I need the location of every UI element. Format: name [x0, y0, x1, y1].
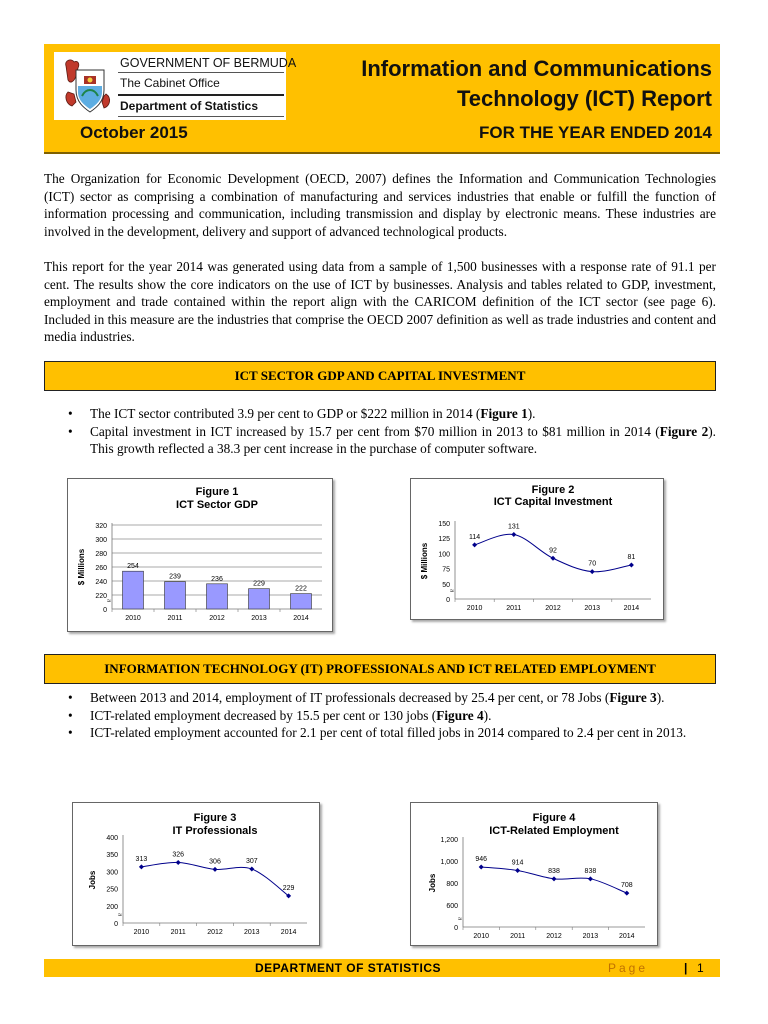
bar: [249, 589, 270, 609]
x-tick-label: 2014: [293, 615, 309, 622]
chart-subtitle: ICT Capital Investment: [493, 496, 613, 508]
y-tick-label: 0: [103, 607, 107, 614]
data-label: 914: [511, 859, 524, 867]
figure-3-svg: [73, 803, 319, 945]
y-axis-label: $ Millions: [420, 542, 429, 580]
footer-department: DEPARTMENT OF STATISTICS: [255, 961, 441, 975]
x-tick-label: 2012: [207, 929, 223, 936]
x-tick-label: 2013: [584, 605, 600, 612]
section2-bullets: [44, 689, 716, 742]
x-tick-label: 2014: [619, 933, 635, 940]
bar: [165, 582, 186, 609]
chart-subtitle: ICT-Related Employment: [489, 825, 619, 837]
y-tick-label: 0: [454, 925, 458, 932]
x-tick-label: 2013: [582, 933, 599, 940]
page-separator: |: [684, 961, 688, 975]
x-tick-label: 2012: [209, 615, 225, 622]
data-point: [176, 860, 181, 865]
data-label: 70: [588, 560, 597, 568]
data-point: [213, 867, 218, 872]
chart-title: Figure 4: [532, 812, 576, 824]
report-period: FOR THE YEAR ENDED 2014: [478, 123, 712, 142]
figure-4-chart: [410, 802, 658, 946]
chart-title: Figure 1: [195, 486, 239, 498]
data-label: 313: [135, 855, 148, 863]
figure-1-svg: [68, 479, 332, 631]
y-tick-label: 280: [95, 551, 107, 558]
bullet-text: ).: [483, 707, 492, 723]
figure-ref: Figure 3: [609, 690, 657, 705]
data-point: [472, 542, 477, 547]
chart-subtitle: IT Professionals: [172, 825, 258, 837]
bullet-text: The ICT sector contributed 3.9 per cent to GDP or $222 million in 2014 (: [90, 406, 481, 421]
data-point: [629, 562, 634, 567]
y-tick-label: 600: [446, 903, 458, 910]
bullet-text: ).: [656, 690, 665, 705]
y-axis-label: $ Millions: [77, 548, 86, 586]
bullet-text: Capital investment in ICT increased by 15.7 per cent from $70 million in 2013 to $81 million in 2014 (: [90, 423, 660, 439]
figure-4-svg: [411, 803, 657, 945]
x-tick-label: 2012: [545, 605, 561, 612]
x-tick-label: 2014: [280, 929, 297, 936]
axis-break-icon: ≈: [450, 588, 454, 595]
data-label: 239: [169, 573, 181, 581]
government-logo-box: [54, 52, 297, 120]
y-tick-label: 1,200: [440, 837, 458, 844]
y-tick-label: 300: [106, 869, 118, 877]
data-point: [588, 876, 593, 881]
data-label: 306: [209, 858, 221, 866]
data-label: 326: [172, 851, 185, 859]
report-title-line1: Information and Communications: [361, 56, 712, 81]
list-item: [90, 724, 716, 742]
y-tick-label: 240: [95, 579, 107, 586]
government-name: GOVERNMENT OF BERMUDA: [120, 56, 297, 70]
data-label: 838: [548, 867, 560, 875]
y-tick-label: 0: [114, 921, 118, 928]
x-tick-label: 2010: [473, 933, 489, 940]
x-tick-label: 2010: [125, 615, 141, 622]
data-label: 81: [627, 553, 636, 561]
y-tick-label: 220: [95, 593, 107, 600]
y-tick-label: 50: [442, 581, 450, 589]
data-label: 254: [127, 563, 139, 571]
intro-paragraph-2: This report for the year 2014 was generated using data from a sample of 1,500 businesses with a response rate of 91.1 per cent. The results show the core indicators on the use of ICT by businesses. Analysis and tables related to GDP, investment, employment and trade contained within the report align with the CARICOM definition of the ICT sector (see page 6). Included in this measure are the industries that comprise the OECD 2007 definition as well as trade industries and content and media industries.: [44, 259, 716, 345]
report-date: October 2015: [80, 123, 188, 142]
data-point: [139, 864, 144, 869]
y-tick-label: 320: [95, 523, 107, 530]
section1-bullets: [44, 405, 716, 458]
data-label: 131: [507, 523, 520, 531]
bermuda-crest-icon: [58, 56, 120, 116]
data-label: 114: [469, 533, 481, 541]
bar: [291, 594, 312, 609]
figure-2-svg: [411, 479, 663, 619]
list-item: [90, 689, 716, 707]
y-tick-label: 200: [106, 903, 118, 911]
x-tick-label: 2013: [244, 929, 260, 936]
section-heading-gdp: ICT SECTOR GDP AND CAPITAL INVESTMENT: [44, 361, 716, 391]
data-label: 708: [620, 882, 633, 890]
x-tick-label: 2012: [546, 933, 562, 940]
y-tick-label: 0: [446, 597, 450, 604]
y-axis-label: Jobs: [428, 873, 437, 893]
list-item: [90, 423, 716, 458]
y-tick-label: 350: [106, 852, 118, 860]
y-tick-label: 400: [106, 835, 118, 842]
axis-break-icon: ≈: [118, 912, 122, 919]
figure-3-chart: [72, 802, 320, 946]
data-point: [624, 891, 629, 896]
data-label: 307: [245, 857, 258, 865]
y-tick-label: 260: [95, 565, 107, 572]
axis-break-icon: ≈: [107, 598, 111, 605]
y-tick-label: 100: [438, 551, 450, 559]
data-point: [511, 532, 516, 537]
y-tick-label: 250: [106, 886, 118, 894]
bullet-text: ICT-related employment decreased by 15.5 per cent or 130 jobs (: [90, 707, 437, 723]
x-tick-label: 2011: [506, 605, 522, 612]
figure-ref: Figure 4: [436, 707, 484, 723]
cabinet-office-name: The Cabinet Office: [120, 76, 220, 90]
y-tick-label: 300: [95, 537, 107, 544]
x-tick-label: 2014: [623, 605, 640, 612]
y-axis-label: Jobs: [88, 870, 97, 890]
data-point: [552, 876, 557, 881]
x-tick-label: 2011: [167, 615, 183, 622]
data-label: 838: [584, 867, 597, 875]
figure-2-chart: [410, 478, 664, 620]
report-title-line2: Technology (ICT) Report: [456, 86, 712, 111]
bullet-text: Between 2013 and 2014, employment of IT professionals decreased by 25.4 per cent, or 78 Jobs (: [90, 690, 610, 705]
data-point: [515, 868, 520, 873]
figure-1-chart: [67, 478, 333, 632]
x-tick-label: 2013: [251, 615, 267, 622]
data-label: 236: [211, 575, 223, 583]
intro-paragraph-1: The Organization for Economic Development (OECD, 2007) defines the Information and Communication Technologies (ICT) sector as comprising a combination of manufacturing and services industries that enable or fulfill the function of information processing and communication, including transmission and display by electronic means. These industries are involved in the development, delivery and support of advanced technological products.: [44, 171, 716, 239]
section-heading-employment: INFORMATION TECHNOLOGY (IT) PROFESSIONALS AND ICT RELATED EMPLOYMENT: [44, 654, 716, 684]
y-tick-label: 125: [438, 536, 450, 544]
figure-ref: Figure 1: [480, 406, 528, 421]
bullet-text: ).: [527, 406, 536, 421]
chart-title: Figure 3: [193, 812, 237, 824]
data-label: 222: [295, 585, 307, 593]
x-tick-label: 2010: [466, 605, 483, 612]
bar: [123, 571, 144, 609]
data-point: [249, 866, 254, 871]
chart-title: Figure 2: [531, 484, 575, 496]
data-point: [590, 569, 595, 574]
page-label: Page: [608, 961, 649, 975]
axis-break-icon: ≈: [458, 916, 462, 923]
bullet-text: ). This growth reflected a 38.3 per cent increase in the purchase of computer software.: [90, 423, 716, 457]
figure-ref: Figure 2: [659, 423, 709, 439]
data-label: 92: [549, 547, 557, 555]
bullet-text: ICT-related employment accounted for 2.1 per cent of total filled jobs in 2014 compared to 2.4 per cent in 2013.: [90, 725, 687, 741]
x-tick-label: 2011: [170, 929, 186, 936]
y-tick-label: 75: [442, 566, 450, 574]
data-point: [479, 864, 484, 869]
chart-subtitle: ICT Sector GDP: [176, 499, 258, 511]
y-tick-label: 150: [438, 521, 450, 528]
x-tick-label: 2010: [133, 929, 150, 936]
list-item: [90, 405, 716, 423]
data-point: [551, 556, 556, 561]
divider: [118, 72, 284, 73]
divider: [118, 94, 284, 96]
data-label: 946: [475, 855, 488, 863]
y-tick-label: 1,000: [440, 859, 458, 866]
data-label: 229: [253, 580, 265, 588]
department-name: Department of Statistics: [120, 99, 259, 113]
x-tick-label: 2011: [510, 933, 526, 940]
y-tick-label: 800: [446, 881, 458, 888]
divider: [118, 116, 284, 117]
data-label: 229: [282, 884, 295, 892]
bar: [207, 584, 228, 609]
page-number: 1: [697, 961, 704, 975]
list-item: [90, 707, 716, 725]
